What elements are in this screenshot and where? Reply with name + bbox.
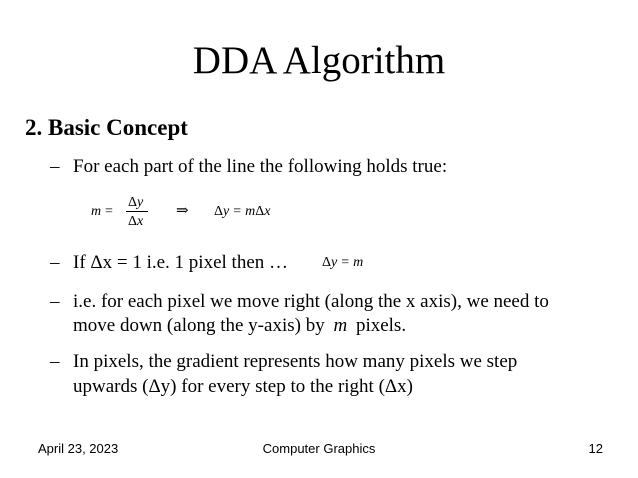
bullet-text: If Δx = 1 i.e. 1 pixel then … (73, 252, 289, 273)
eq1-implies: ⇒ (176, 203, 189, 219)
eq1-lhs-m: m (91, 204, 102, 219)
variable-m: m (333, 315, 348, 336)
footer-course: Computer Graphics (262, 441, 376, 456)
slide-title: DDA Algorithm (192, 39, 446, 82)
bullet-text-line1: In pixels, the gradient represents how many pixels we step (73, 351, 518, 372)
eq1-rhs: Δy = mΔx (214, 204, 271, 219)
bullet-dash: – (50, 252, 60, 273)
footer-page-number: 12 (588, 441, 603, 456)
eq1-denominator: Δx (128, 214, 144, 229)
bullet-text-line2: move down (along the y-axis) by m pixels. (73, 315, 407, 336)
section-heading: 2. Basic Concept (25, 115, 188, 140)
bullet-text-line2: upwards (Δy) for every step to the right (Δx) (73, 376, 413, 397)
bullet-dash: – (50, 291, 60, 312)
footer-date: April 23, 2023 (38, 441, 119, 456)
eq1-numerator: Δy (128, 195, 144, 210)
bullet-dash: – (50, 351, 60, 372)
bullet-text-line1: i.e. for each pixel we move right (along the x axis), we need to (73, 291, 549, 312)
delta-y-equals-m-equation: Δy = m (322, 255, 364, 270)
eq1-equals: = (105, 204, 113, 219)
bullet-dash: – (50, 156, 60, 177)
bullet-text: For each part of the line the following holds true: (73, 156, 448, 177)
eq1-fraction-bar (126, 211, 148, 212)
